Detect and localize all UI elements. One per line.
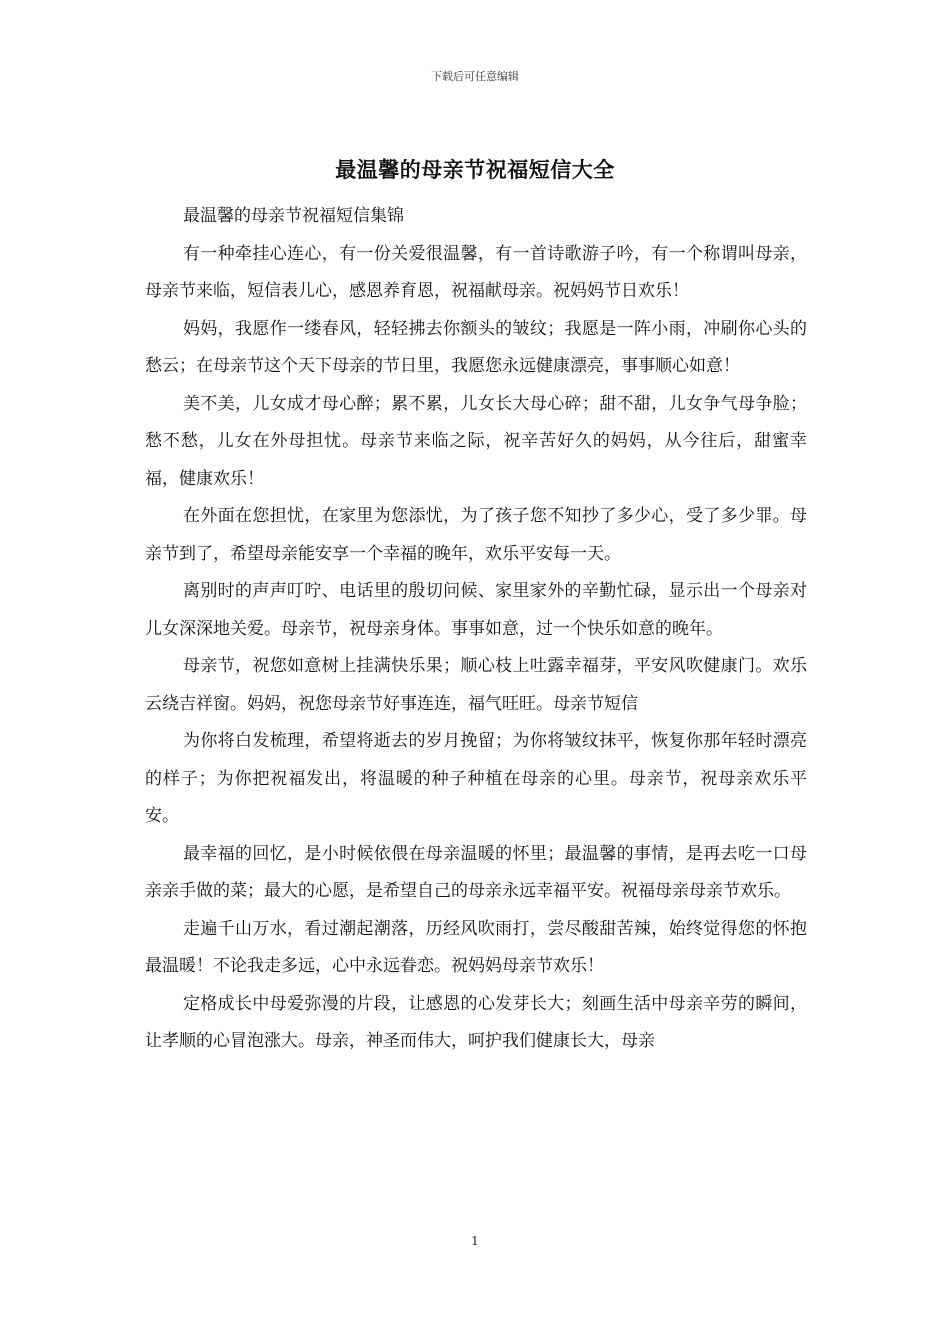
paragraph-2: 妈妈，我愿作一缕春风，轻轻拂去你额头的皱纹；我愿是一阵小雨，冲刷你心头的愁云；在母亲节这个天下母亲的节日里，我愿您永远健康漂亮，事事顺心如意！ <box>145 318 807 376</box>
document-subtitle: 最温馨的母亲节祝福短信集锦 <box>183 206 404 226</box>
document-body <box>145 198 807 1061</box>
page-number: 1 <box>471 1234 479 1248</box>
paragraph-8: 最幸福的回忆，是小时候依偎在母亲温暖的怀里；最温馨的事情，是再去吃一口母亲亲手做的菜；最大的心愿，是希望自己的母亲永远幸福平安。祝福母亲母亲节欢乐。 <box>145 843 807 901</box>
paragraph-1: 有一种牵挂心连心，有一份关爱很温馨，有一首诗歌游子吟，有一个称谓叫母亲，母亲节来临，短信表儿心，感恩养育恩，祝福献母亲。祝妈妈节日欢乐！ <box>145 243 807 301</box>
paragraph-3: 美不美，儿女成才母心醉；累不累，儿女长大母心碎；甜不甜，儿女争气母争脸；愁不愁，儿女在外母担忧。母亲节来临之际，祝辛苦好久的妈妈，从今往后，甜蜜幸福，健康欢乐！ <box>145 393 807 489</box>
paragraph-5: 离别时的声声叮咛、电话里的殷切问候、家里家外的辛勤忙碌，显示出一个母亲对儿女深深地关爱。母亲节，祝母亲身体。事事如意，过一个快乐如意的晚年。 <box>145 581 807 639</box>
paragraph-4: 在外面在您担忧，在家里为您添忧，为了孩子您不知抄了多少心，受了多少罪。母亲节到了，希望母亲能安享一个幸福的晚年，欢乐平安每一天。 <box>145 506 807 564</box>
paragraph-6: 母亲节，祝您如意树上挂满快乐果；顺心枝上吐露幸福芽，平安风吹健康门。欢乐云绕吉祥窗。妈妈，祝您母亲节好事连连，福气旺旺。母亲节短信 <box>145 656 807 714</box>
document-title: 最温馨的母亲节祝福短信大全 <box>335 157 615 182</box>
paragraph-7: 为你将白发梳理，希望将逝去的岁月挽留；为你将皱纹抹平，恢复你那年轻时漂亮的样子；为你把祝福发出，将温暖的种子种植在母亲的心里。母亲节，祝母亲欢乐平安。 <box>145 731 807 826</box>
page-header-note: 下载后可任意编辑 <box>431 70 519 83</box>
paragraph-9: 走遍千山万水，看过潮起潮落，历经风吹雨打，尝尽酸甜苦辣，始终觉得您的怀抱最温暖！不论我走多远，心中永远眷恋。祝妈妈母亲节欢乐！ <box>145 918 807 976</box>
paragraph-10: 定格成长中母爱弥漫的片段，让感恩的心发芽长大；刻画生活中母亲辛劳的瞬间，让孝顺的心冒泡涨大。母亲，神圣而伟大，呵护我们健康长大，母亲 <box>145 993 807 1051</box>
